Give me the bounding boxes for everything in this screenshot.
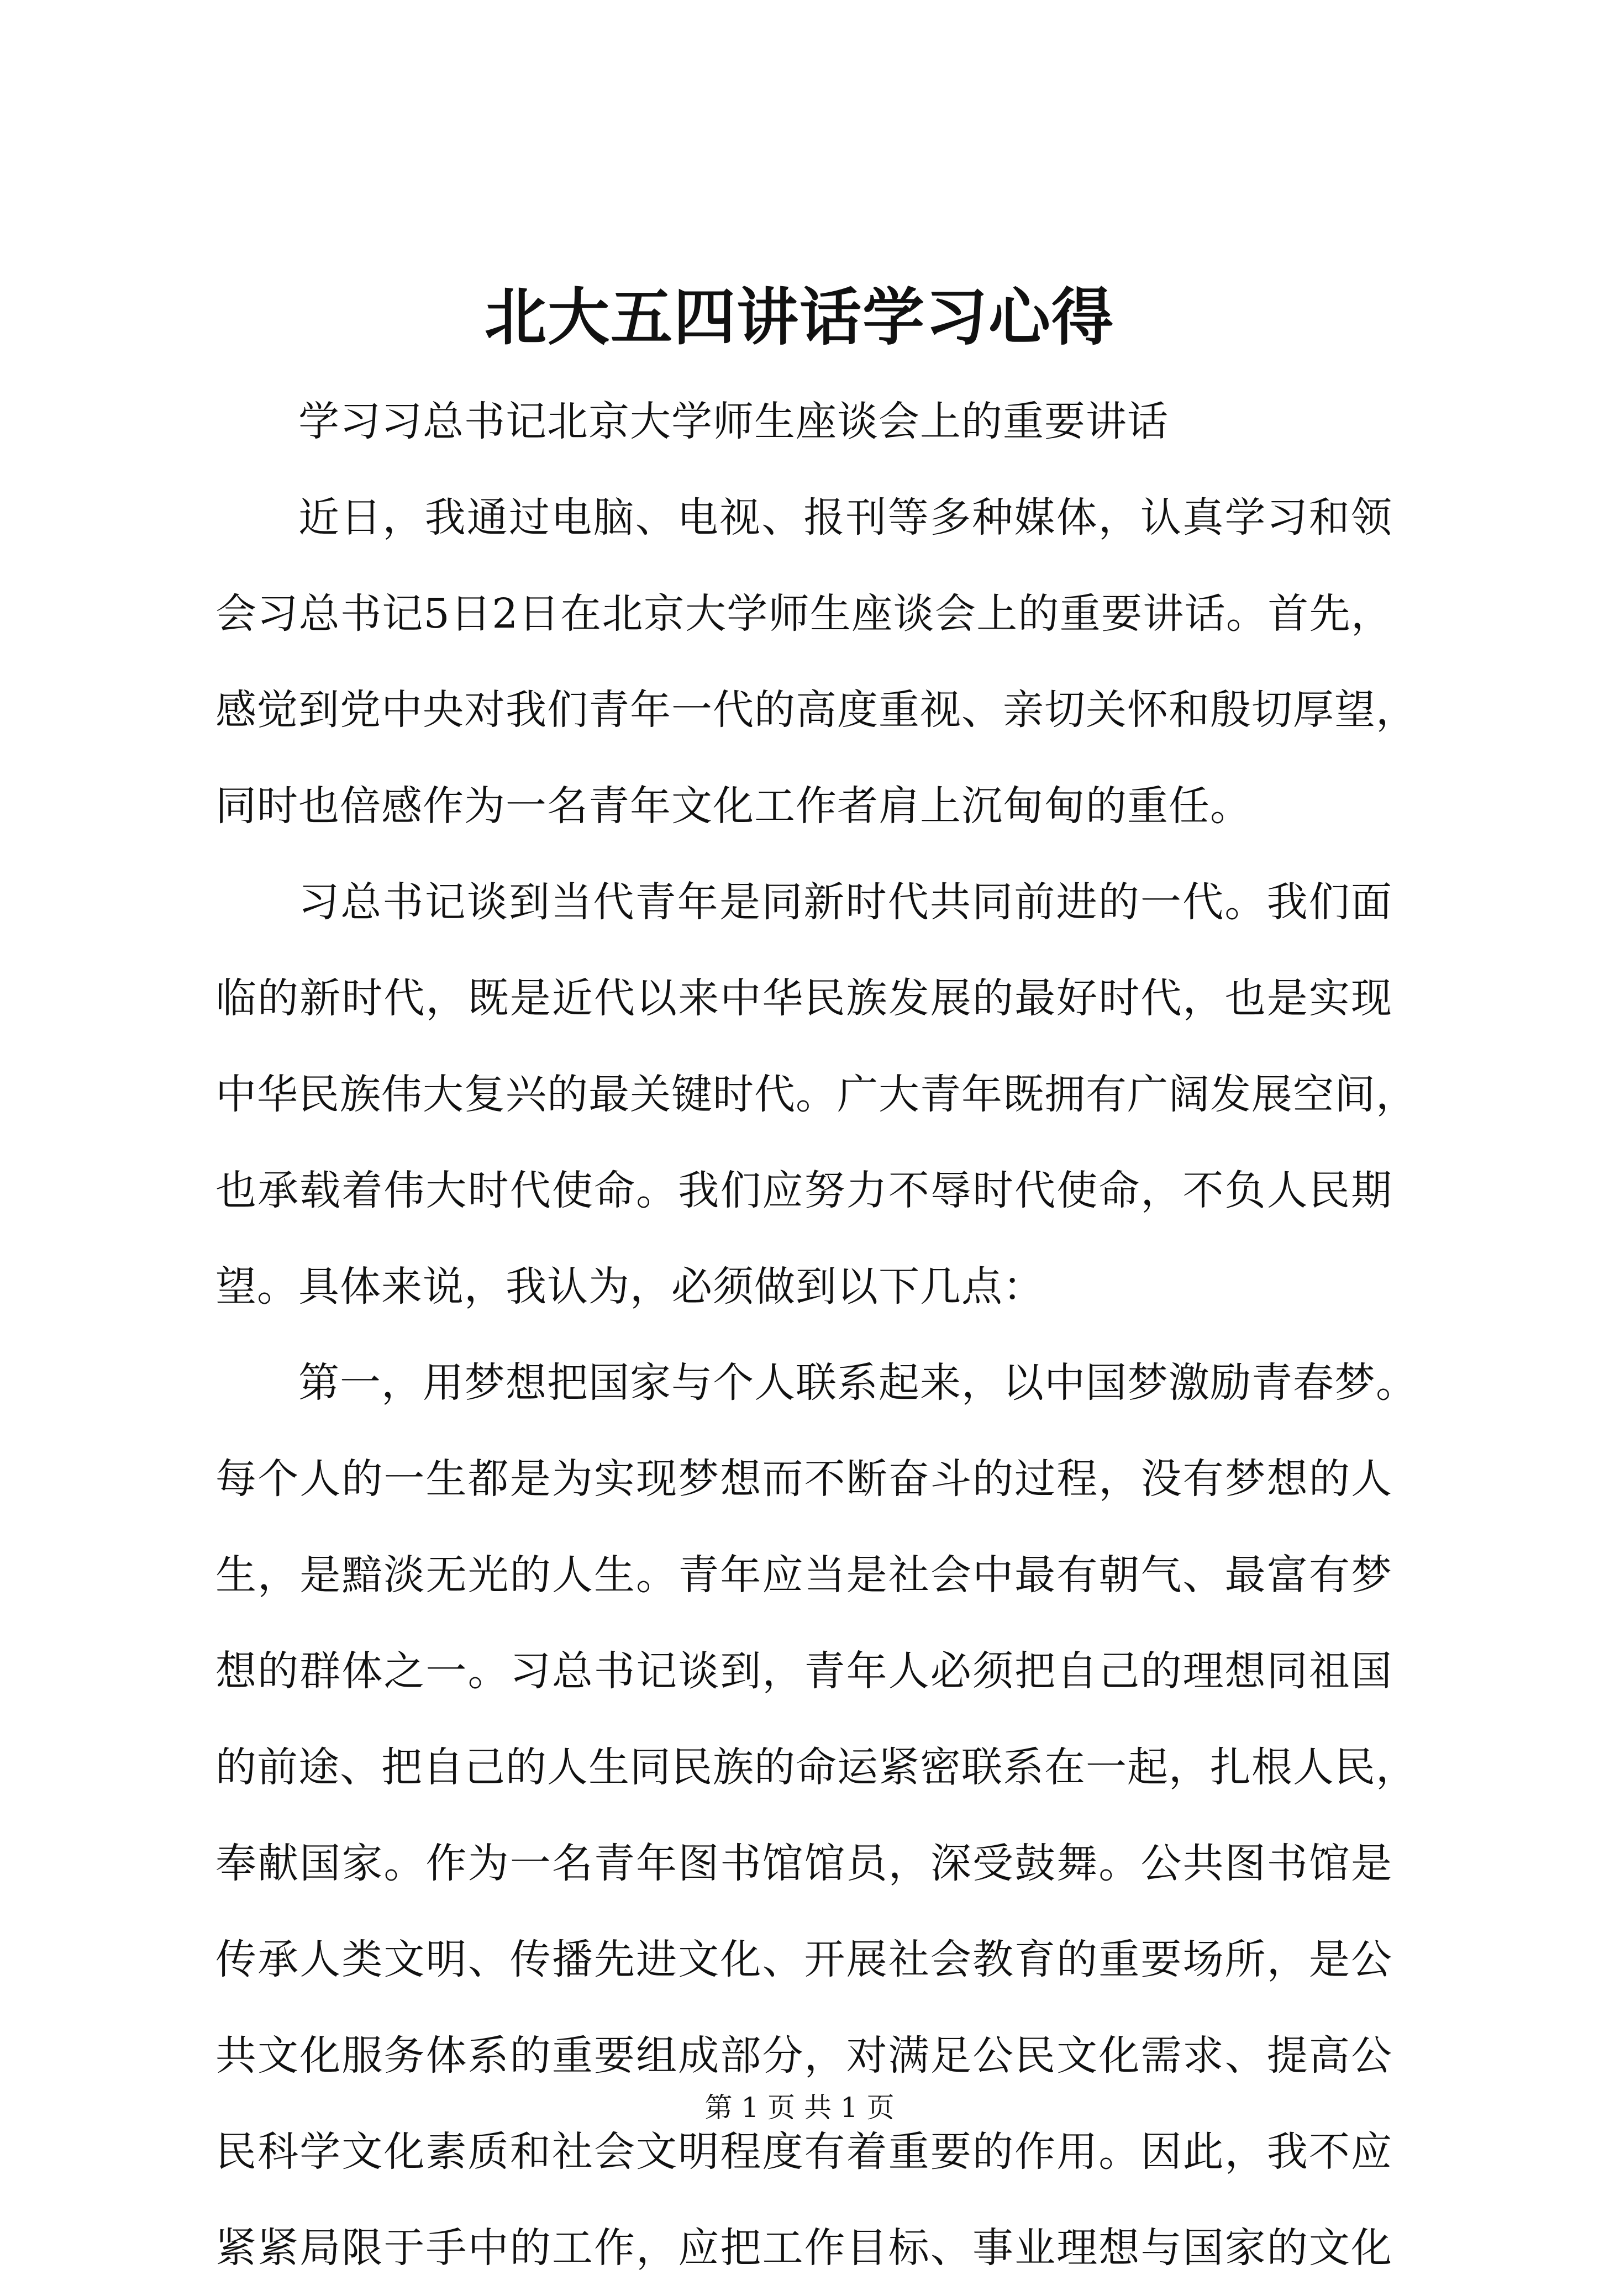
- paragraph-line: 紧紧局限于手中的工作，应把工作目标、事业理想与国家的文化: [215, 2224, 1392, 2272]
- page-footer: 第 1 页 共 1 页: [704, 2092, 895, 2124]
- subtitle-line: 学习习总书记北京大学师生座谈会上的重要讲话: [298, 398, 1169, 445]
- paragraph-line: 共文化服务体系的重要组成部分，对满足公民文化需求、提高公: [215, 2032, 1392, 2079]
- paragraph-line: 感觉到党中央对我们青年一代的高度重视、亲切关怀和殷切厚望，: [215, 686, 1417, 734]
- paragraph-line: 习总书记谈到当代青年是同新时代共同前进的一代。我们面: [298, 878, 1392, 926]
- paragraph-line: 想的群体之一。习总书记谈到，青年人必须把自己的理想同祖国: [215, 1647, 1392, 1695]
- paragraph-line: 每个人的一生都是为实现梦想而不断奋斗的过程，没有梦想的人: [215, 1455, 1392, 1503]
- paragraph-line: 临的新时代，既是近代以来中华民族发展的最好时代，也是实现: [215, 975, 1392, 1022]
- document-title: 北大五四讲话学习心得: [485, 281, 1114, 354]
- paragraph-line: 传承人类文明、传播先进文化、开展社会教育的重要场所，是公: [215, 1936, 1392, 1983]
- document-body: [215, 373, 1417, 2296]
- paragraph-line: 会习总书记5日2日在北京大学师生座谈会上的重要讲话。首先，: [215, 590, 1392, 638]
- paragraph-line: 民科学文化素质和社会文明程度有着重要的作用。因此，我不应: [215, 2128, 1392, 2176]
- paragraph-line: 同时也倍感作为一名青年文化工作者肩上沉甸甸的重任。: [215, 782, 1251, 830]
- paragraph-line: 近日，我通过电脑、电视、报刊等多种媒体，认真学习和领: [298, 494, 1392, 541]
- paragraph-line: 奉献国家。作为一名青年图书馆馆员，深受鼓舞。公共图书馆是: [215, 1840, 1392, 1887]
- paragraph-line: 中华民族伟大复兴的最关键时代。广大青年既拥有广阔发展空间，: [215, 1071, 1417, 1118]
- paragraph-line: 也承载着伟大时代使命。我们应努力不辱时代使命，不负人民期: [215, 1167, 1392, 1214]
- paragraph-line: 生，是黯淡无光的人生。青年应当是社会中最有朝气、最富有梦: [215, 1551, 1392, 1599]
- paragraph-line: 的前途、把自己的人生同民族的命运紧密联系在一起，扎根人民，: [215, 1744, 1417, 1791]
- paragraph-line: 望。具体来说，我认为，必须做到以下几点：: [215, 1263, 1044, 1310]
- paragraph-line: 第一，用梦想把国家与个人联系起来，以中国梦激励青春梦。: [298, 1359, 1417, 1407]
